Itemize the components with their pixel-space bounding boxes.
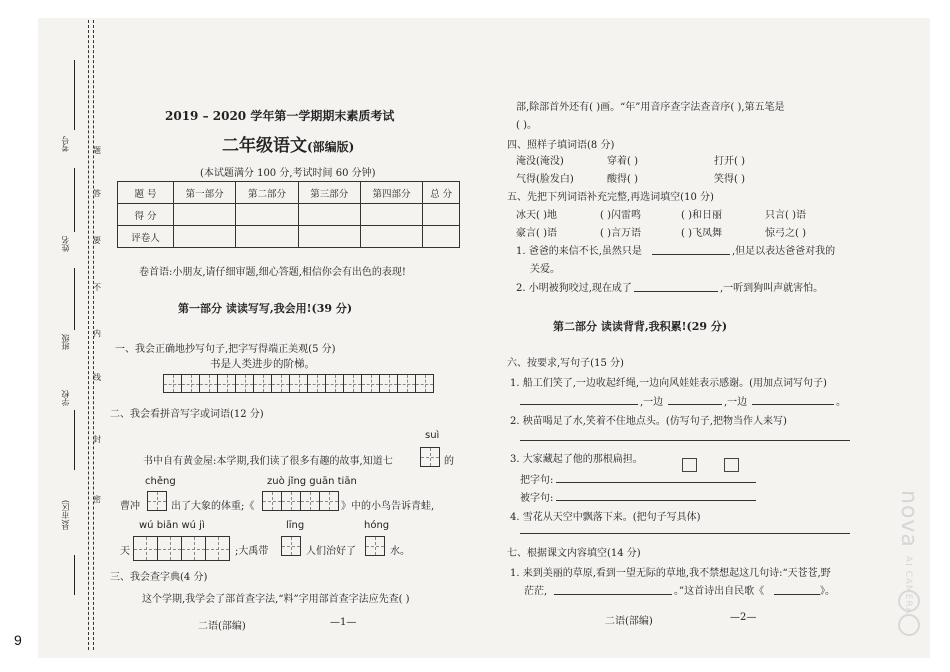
right-footer-label: 二语(部编) <box>605 616 653 627</box>
q6-s3b: 被字句: <box>520 493 554 504</box>
grid-cell[interactable] <box>181 374 200 393</box>
q3-continued-1: 部,除部首外还有( )画。“年”用音序查字法查音序( ),第五笔是 <box>516 102 785 113</box>
q5-title: 五、先把下列词语补充完整,再选词填空(10 分) <box>507 192 714 203</box>
answer-line[interactable] <box>556 482 756 483</box>
seal-char: 内 <box>93 329 101 338</box>
score-cell[interactable] <box>298 226 360 248</box>
answer-box-hong[interactable] <box>365 536 384 556</box>
answer-line[interactable] <box>652 254 730 255</box>
q2-title: 二、我会看拼音写字或词语(12 分) <box>110 409 264 420</box>
score-cell[interactable] <box>360 226 422 248</box>
school-line <box>74 410 75 470</box>
watermark-circle-icon <box>898 590 920 612</box>
q2-line1-end: 的 <box>444 456 454 467</box>
score-cell[interactable] <box>360 204 422 226</box>
name-label: 姓名 <box>61 236 70 252</box>
q7-s1: 1. 来到美丽的草原,看到一望无际的草地,我不禁想起这几句诗:“天苍苍,野 <box>510 568 831 579</box>
exam-no-label: 考号 <box>61 136 70 152</box>
q6-s3a: 把字句: <box>520 475 554 486</box>
q6-title: 六、按要求,写句子(15 分) <box>507 358 624 369</box>
q7-s1b: 茫茫, <box>524 586 548 597</box>
table-row <box>118 182 460 204</box>
q5-s2b: ,一听到狗叫声就害怕。 <box>720 283 824 294</box>
answer-box-ling[interactable] <box>281 536 300 556</box>
page-number: 9 <box>14 632 22 648</box>
q5-s1c: 关爱。 <box>530 264 560 275</box>
pinyin-cheng: chěng <box>145 476 176 487</box>
part1-title: 第一部分 读读写写,我会用!(39 分) <box>178 302 353 315</box>
faint-box <box>682 458 697 472</box>
q2-line3a: 天 <box>120 546 130 557</box>
q1-writing-grid[interactable] <box>163 374 433 393</box>
pinyin-wu: wú biān wú jì <box>139 520 205 531</box>
q5-r2c4: 惊弓之( ) <box>765 228 806 239</box>
q3-title: 三、我会查字典(4 分) <box>110 572 208 583</box>
row-label: 得 分 <box>118 204 174 226</box>
q1-title: 一、我会正确地抄写句子,把字写得端正美观(5 分) <box>115 344 336 355</box>
grid-cell[interactable] <box>319 491 339 511</box>
seal-char: 题 <box>93 146 101 155</box>
name-line <box>74 168 75 232</box>
answer-line[interactable] <box>752 404 834 405</box>
q5-r1c2: ( )闪雷鸣 <box>600 210 641 221</box>
q6-s1: 1. 船工们笑了,一边收起纤绳,一边向风娃娃表示感谢。(用加点词写句子) <box>510 378 827 389</box>
q5-r2c2: ( )言万语 <box>600 228 641 239</box>
pinyin-hong: hóng <box>364 520 390 531</box>
table-header: 题 号 <box>118 182 174 204</box>
grid-cell[interactable] <box>181 536 206 561</box>
q7-s1c: 。”这首诗出自民歌《 <box>674 586 765 597</box>
q2-line2b: 出了大象的体重;《 <box>171 501 255 512</box>
grid-cell[interactable] <box>343 374 362 393</box>
class-label: 班级 <box>61 334 70 350</box>
q3-text: 这个学期,我学会了部首查字法,“料”字用部首查字法应先查( ) <box>142 594 410 605</box>
q2-line3c: 人们治好了 <box>306 546 356 557</box>
school-label: 学校 <box>61 390 70 406</box>
exam-title: 2019 – 2020 学年第一学期期末素质考试 <box>165 109 395 123</box>
answer-box-zuo[interactable] <box>262 491 338 511</box>
answer-line[interactable] <box>668 404 722 405</box>
table-header: 第二部分 <box>236 182 298 204</box>
seal-char: 答 <box>93 189 101 198</box>
grid-cell[interactable] <box>235 374 254 393</box>
table-row <box>118 204 460 226</box>
seal-char: 封 <box>93 435 101 444</box>
answer-box-wu[interactable] <box>133 536 229 561</box>
score-cell[interactable] <box>236 226 298 248</box>
answer-box-cheng[interactable] <box>147 491 166 511</box>
row-label: 评卷人 <box>118 226 174 248</box>
watermark-circle-icon <box>898 614 920 636</box>
table-header: 第四部分 <box>360 182 422 204</box>
answer-line[interactable] <box>634 291 718 292</box>
grid-cell[interactable] <box>289 374 308 393</box>
q6-s2: 2. 秧苗喝足了水,笑着不住地点头。(仿写句子,把物当作人来写) <box>510 416 787 427</box>
grid-cell[interactable] <box>217 374 236 393</box>
part2-title: 第二部分 读读背背,我积累!(29 分) <box>553 320 728 333</box>
class-line <box>74 268 75 330</box>
grid-cell[interactable] <box>379 374 398 393</box>
score-cell[interactable] <box>298 204 360 226</box>
score-cell[interactable] <box>174 226 236 248</box>
q5-s1b: ,但足以表达爸爸对我的 <box>732 246 836 257</box>
q1-sentence: 书是人类进步的阶梯。 <box>210 358 315 370</box>
score-table <box>117 181 460 248</box>
q4-title: 四、照样子填词语(8 分) <box>507 140 615 151</box>
table-header: 第三部分 <box>298 182 360 204</box>
q6-s1d: 。 <box>836 397 846 408</box>
grid-cell[interactable] <box>325 374 344 393</box>
grid-cell[interactable] <box>271 374 290 393</box>
intro-text: 卷首语:小朋友,请仔细审题,细心答题,相信你会有出色的表现! <box>139 267 406 278</box>
grid-cell[interactable] <box>281 491 301 511</box>
grid-cell[interactable] <box>262 491 282 511</box>
score-cell[interactable] <box>236 204 298 226</box>
q7-s1d: 》。 <box>820 586 835 597</box>
grid-cell[interactable] <box>361 374 380 393</box>
q2-line3d: 水。 <box>390 546 410 557</box>
q2-line3b: ;大禹带 <box>235 546 269 557</box>
grid-cell[interactable] <box>253 374 272 393</box>
answer-line[interactable] <box>554 594 672 595</box>
left-footer-label: 二语(部编) <box>198 621 246 632</box>
grid-cell[interactable] <box>397 374 416 393</box>
grid-cell[interactable] <box>300 491 320 511</box>
q2-line2a: 曹冲 <box>120 501 140 512</box>
q5-s2a: 2. 小明被狗咬过,现在成了 <box>516 283 632 294</box>
grid-cell[interactable] <box>307 374 326 393</box>
q5-r2c1: 豪言( )语 <box>516 228 557 239</box>
seal-char: 线 <box>93 373 101 382</box>
answer-line[interactable] <box>520 404 638 405</box>
answer-line[interactable] <box>520 440 850 441</box>
left-footer-page: —1— <box>330 617 357 628</box>
table-header: 第一部分 <box>174 182 236 204</box>
grid-cell[interactable] <box>163 374 182 393</box>
subject-title <box>222 131 354 156</box>
right-footer-page: —2— <box>730 612 757 623</box>
exam-note: (本试题满分 100 分,考试时间 60 分钟) <box>200 168 376 179</box>
pinyin-zuo: zuò jǐng guān tiān <box>267 476 357 487</box>
q5-r1c1: 冰天( )地 <box>516 210 557 221</box>
q7-title: 七、根据课文内容填空(14 分) <box>507 548 641 559</box>
answer-line[interactable] <box>520 533 850 534</box>
grid-cell[interactable] <box>205 536 230 561</box>
answer-line[interactable] <box>556 500 756 501</box>
pinyin-sui: suì <box>425 430 440 441</box>
grid-cell[interactable] <box>415 374 434 393</box>
q4-r2c3: 笑得( ) <box>714 174 745 185</box>
seal-line <box>88 20 89 650</box>
q4-r1c2: 穿着( ) <box>607 156 638 167</box>
faint-box <box>724 458 739 472</box>
q3-continued-2: ( )。 <box>516 120 537 131</box>
county-label: 县(市区) <box>61 500 70 531</box>
seal-char: 不 <box>93 283 101 292</box>
grid-cell[interactable] <box>133 536 158 561</box>
county-line <box>74 555 75 595</box>
seal-char: 密 <box>93 495 101 504</box>
watermark-brand: nova <box>896 490 921 548</box>
edition: (部编版) <box>307 140 355 154</box>
grid-cell[interactable] <box>199 374 218 393</box>
q5-s1a: 1. 爸爸的来信不长,虽然只是 <box>516 246 642 257</box>
q4-r2c2: 酸得( ) <box>607 174 638 185</box>
score-cell[interactable] <box>423 226 460 248</box>
q4-r1c1: 淹没(淹没) <box>516 156 564 167</box>
grid-cell[interactable] <box>157 536 182 561</box>
table-row <box>118 226 460 248</box>
score-cell[interactable] <box>423 204 460 226</box>
pinyin-ling: līng <box>286 520 305 531</box>
seal-char: 要 <box>93 236 101 245</box>
table-header: 总 分 <box>423 182 460 204</box>
q2-line1: 书中自有黄金屋:本学期,我们读了很多有趣的故事,知道七 <box>143 456 393 467</box>
q6-s3: 3. 大家藏起了他的那根扁担。 <box>510 454 643 465</box>
exam-no-line <box>74 60 75 130</box>
q5-r2c3: ( )飞凤舞 <box>681 228 722 239</box>
q6-s1c: ,一边 <box>724 397 748 408</box>
q6-s1b: ,一边 <box>640 397 664 408</box>
q6-s4: 4. 雪花从天空中飘落下来。(把句子写具体) <box>510 512 701 523</box>
q5-r1c3: ( )和日丽 <box>681 210 722 221</box>
watermark-sub: AI CAMERA <box>903 555 913 615</box>
q4-r2c1: 气得(脸发白) <box>516 174 574 185</box>
answer-line[interactable] <box>774 594 820 595</box>
q5-r1c4: 只言( )语 <box>765 210 806 221</box>
subject-name: 二年级语文 <box>222 136 307 156</box>
answer-box-sui[interactable] <box>420 447 439 467</box>
score-cell[interactable] <box>174 204 236 226</box>
q2-line2c: 》中的小鸟告诉青蛙, <box>341 501 435 512</box>
q4-r1c3: 打开( ) <box>714 156 745 167</box>
